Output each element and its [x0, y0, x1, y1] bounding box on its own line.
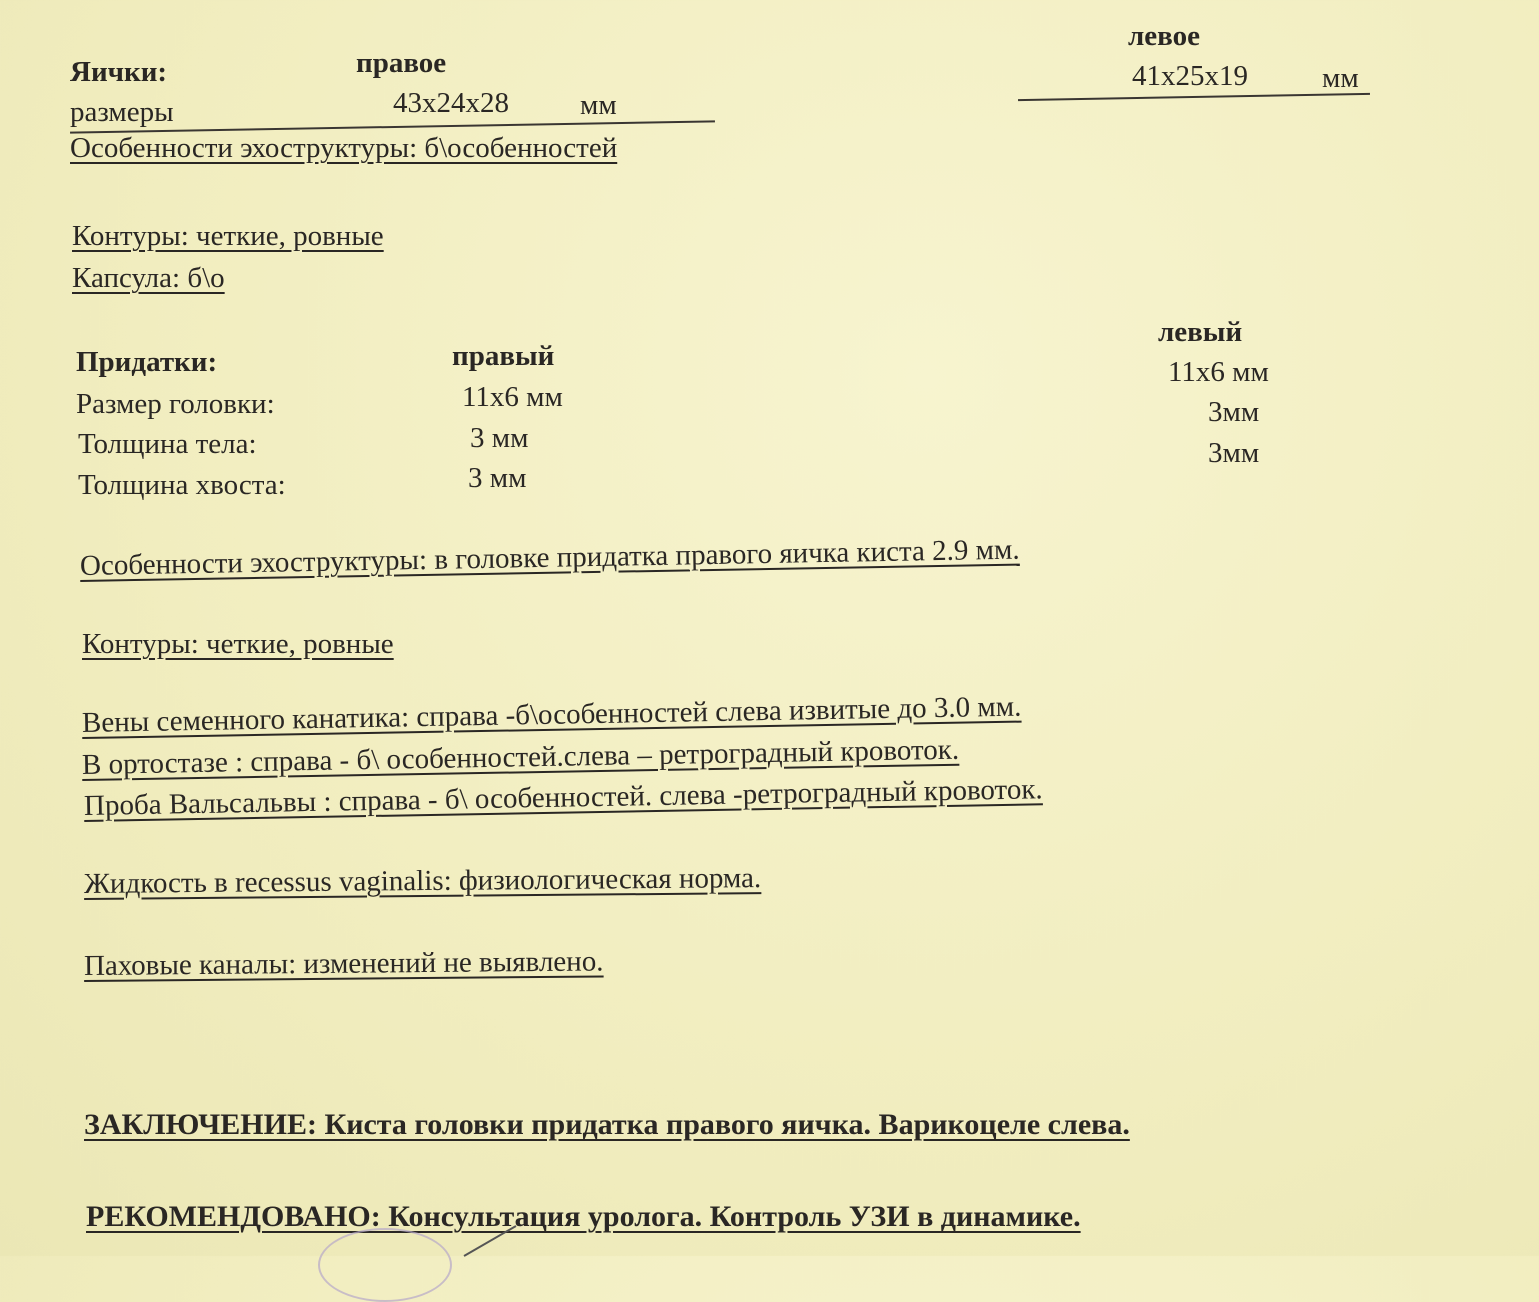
- testes-echo: Особенности эхоструктуры: б\особенностей: [70, 132, 618, 164]
- epididymis-body-left: 3мм: [1208, 396, 1260, 428]
- epididymis-head-right: 11x6 мм: [462, 381, 563, 413]
- testes-heading: Яички:: [70, 56, 168, 88]
- testes-capsule: Капсула: б\о: [72, 262, 225, 294]
- testes-left-unit: мм: [1322, 62, 1359, 94]
- epididymis-right-label: правый: [452, 340, 555, 372]
- epididymis-body-label: Толщина тела:: [78, 428, 257, 460]
- conclusion: ЗАКЛЮЧЕНИЕ: Киста головки придатка правого яичка. Варикоцеле слева.: [84, 1108, 1130, 1141]
- epididymis-contours: Контуры: четкие, ровные: [82, 628, 394, 660]
- epididymis-echo: Особенности эхоструктуры: в головке придатка правого яичка киста 2.9 мм.: [79, 533, 1020, 582]
- veins-line-3: Проба Вальсальвы : справа - б\ особенностей. слева -ретроградный кровоток.: [83, 773, 1043, 822]
- testes-right-label: правое: [356, 47, 447, 79]
- epididymis-head-left: 11x6 мм: [1168, 356, 1269, 388]
- epididymis-head-label: Размер головки:: [76, 388, 275, 420]
- epididymis-tail-label: Толщина хвоста:: [78, 469, 286, 501]
- testes-left-size: 41x25x19: [1132, 60, 1248, 92]
- testes-right-unit: мм: [580, 89, 617, 121]
- recommendation: РЕКОМЕНДОВАНО: Консультация уролога. Контроль УЗИ в динамике.: [86, 1200, 1081, 1233]
- testes-left-label: левое: [1128, 20, 1200, 52]
- veins-line-2: В ортостазе : справа - б\ особенностей.слева – ретроградный кровоток.: [81, 733, 960, 781]
- testes-right-size: 43x24x28: [393, 87, 509, 119]
- stamp-mark: [318, 1228, 452, 1302]
- epididymis-heading: Придатки:: [76, 346, 218, 378]
- inguinal-line: Паховые каналы: изменений не выявлено.: [83, 945, 604, 982]
- testes-contours: Контуры: четкие, ровные: [72, 220, 384, 252]
- fluid-line: Жидкость в recessus vaginalis: физиологическая норма.: [83, 862, 762, 900]
- testes-size-label: размеры: [70, 96, 174, 128]
- testes-left-size-rule: [1018, 93, 1370, 101]
- epididymis-body-right: 3 мм: [470, 422, 529, 454]
- epididymis-tail-left: 3мм: [1208, 437, 1260, 469]
- veins-line-1: Вены семенного канатика: справа -б\особенностей слева извитые до 3.0 мм.: [81, 690, 1022, 739]
- epididymis-left-label: левый: [1158, 316, 1243, 348]
- epididymis-tail-right: 3 мм: [468, 462, 527, 494]
